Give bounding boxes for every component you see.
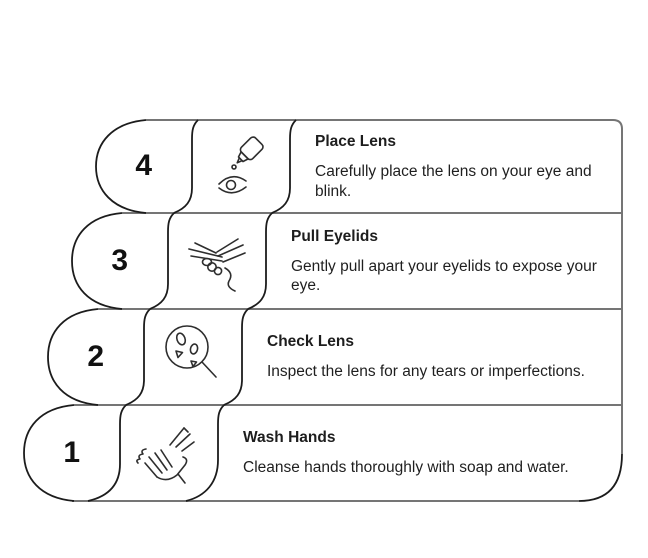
pull-eyelids-icon xyxy=(180,223,256,299)
step-3-description: Gently pull apart your eyelids to expose your eye. xyxy=(291,257,597,294)
divider-number-icon xyxy=(150,213,174,309)
wash-hands-icon xyxy=(132,415,208,491)
step-1-description: Cleanse hands thoroughly with soap and water. xyxy=(243,459,569,477)
step-4-description: Carefully place the lens on your eye and blink. xyxy=(315,163,592,200)
step-3-title: Pull Eyelids xyxy=(291,227,379,245)
step-number-2: 2 xyxy=(87,340,105,373)
step-3-text xyxy=(291,213,609,309)
step-number-4: 4 xyxy=(135,149,153,182)
divider-number-icon xyxy=(88,405,126,501)
step-4-text xyxy=(315,120,610,213)
check-lens-icon xyxy=(156,319,232,395)
step-number-1: 1 xyxy=(63,436,81,469)
eye-drop-icon xyxy=(204,128,280,204)
step-4-title: Place Lens xyxy=(315,133,396,150)
step-1-title: Wash Hands xyxy=(243,429,336,447)
step-number-3: 3 xyxy=(111,244,129,277)
step-2-title: Check Lens xyxy=(267,333,355,351)
step-2-text xyxy=(267,309,612,405)
step-2-description: Inspect the lens for any tears or imperfections. xyxy=(267,363,585,381)
divider-number-icon xyxy=(126,309,150,405)
step-1-text xyxy=(243,405,603,501)
divider-number-icon xyxy=(174,120,198,213)
